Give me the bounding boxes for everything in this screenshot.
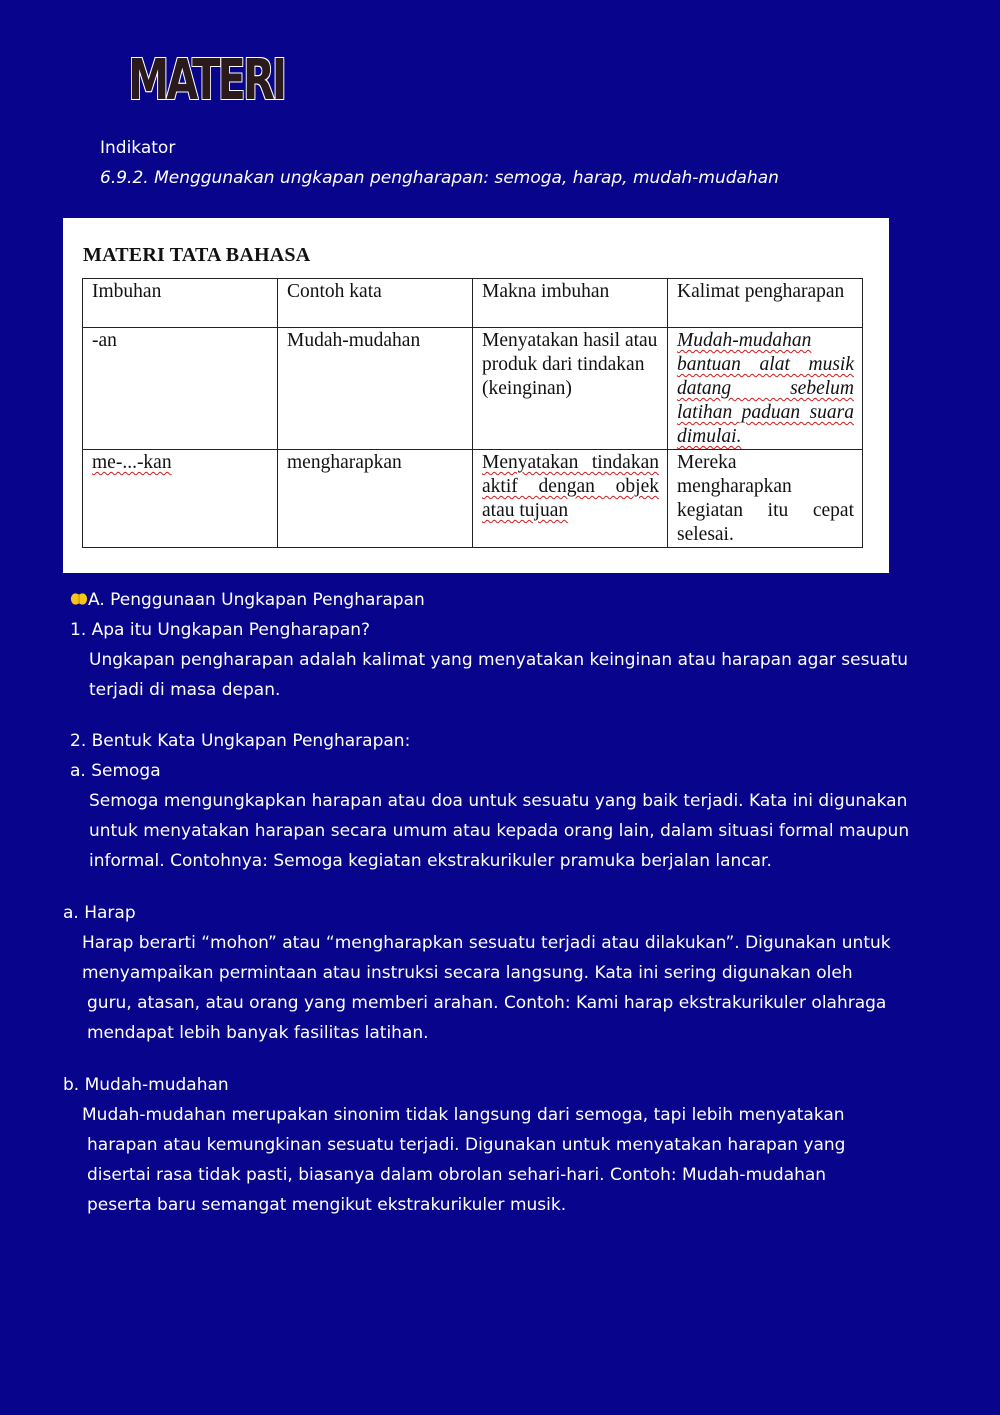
table-cell-imbuhan: -an <box>83 328 278 450</box>
paragraph-line: Semoga mengungkapkan harapan atau doa untuk sesuatu yang baik terjadi. Kata ini digunakan <box>89 791 908 811</box>
table-header-cell: Makna imbuhan <box>473 279 668 328</box>
table-cell-makna <box>473 450 668 548</box>
table-row <box>83 328 863 450</box>
table-header-row <box>83 279 863 328</box>
semoga-title: a. Semoga <box>70 761 161 781</box>
paragraph-line: menyampaikan permintaan atau instruksi secara langsung. Kata ini sering digunakan oleh <box>82 963 853 983</box>
section-heading <box>70 585 425 615</box>
paragraph-line: disertai rasa tidak pasti, biasanya dalam obrolan sehari-hari. Contoh: Mudah-mudahan <box>87 1165 827 1185</box>
table-cell-imbuhan <box>83 450 278 548</box>
page-title: MATERI <box>128 48 285 113</box>
folded-hands-icon <box>70 592 88 606</box>
table-cell-contoh: Mudah-mudahan <box>278 328 473 450</box>
paragraph-line: untuk menyatakan harapan secara umum atau kepada orang lain, dalam situasi formal maupun <box>89 821 910 841</box>
table-header-cell: Kalimat pengharapan <box>668 279 863 328</box>
harap-title: a. Harap <box>63 903 136 923</box>
kalimat-text: Mudah-mudahan bantuan alat musik datang sebelum latihan paduan suara dimulai. <box>677 330 854 447</box>
table-cell-kalimat <box>668 328 863 450</box>
paragraph-line: mendapat lebih banyak fasilitas latihan. <box>87 1023 429 1043</box>
paragraph-line: terjadi di masa depan. <box>89 680 281 700</box>
paragraph-line: harapan atau kemungkinan sesuatu terjadi. Digunakan untuk menyatakan harapan yang <box>87 1135 846 1155</box>
q2-title: 2. Bentuk Kata Ungkapan Pengharapan: <box>70 731 411 751</box>
table-cell-contoh: mengharapkan <box>278 450 473 548</box>
table-row <box>83 450 863 548</box>
grammar-panel-title: MATERI TATA BAHASA <box>83 244 311 266</box>
paragraph-line: Harap berarti “mohon” atau “mengharapkan sesuatu terjadi atau dilakukan”. Digunakan untuk <box>82 933 891 953</box>
grammar-table <box>82 278 863 548</box>
table-header-cell: Contoh kata <box>278 279 473 328</box>
paragraph-line: guru, atasan, atau orang yang memberi arahan. Contoh: Kami harap ekstrakurikuler olahraga <box>87 993 887 1013</box>
paragraph-line: peserta baru semangat mengikut ekstrakurikuler musik. <box>87 1195 567 1215</box>
grammar-panel <box>63 218 889 573</box>
table-cell-kalimat: Mereka mengharapkan kegiatan itu cepat selesai. <box>668 450 863 548</box>
section-heading-text: A. Penggunaan Ungkapan Pengharapan <box>88 590 425 610</box>
indicator-label: Indikator <box>100 138 176 158</box>
paragraph-line: Mudah-mudahan merupakan sinonim tidak langsung dari semoga, tapi lebih menyatakan <box>82 1105 845 1125</box>
indicator-text: 6.9.2. Menggunakan ungkapan pengharapan: semoga, harap, mudah-mudahan <box>100 168 779 188</box>
imbuhan-text: me-...-kan <box>92 452 172 473</box>
paragraph-line: Ungkapan pengharapan adalah kalimat yang menyatakan keinginan atau harapan agar sesuatu <box>89 650 909 670</box>
paragraph-line: informal. Contohnya: Semoga kegiatan ekstrakurikuler pramuka berjalan lancar. <box>89 851 772 871</box>
mudah-title: b. Mudah-mudahan <box>63 1075 229 1095</box>
q1-title: 1. Apa itu Ungkapan Pengharapan? <box>70 620 371 640</box>
table-header-cell: Imbuhan <box>83 279 278 328</box>
table-cell-makna: Menyatakan hasil atau produk dari tindakan (keinginan) <box>473 328 668 450</box>
makna-text: Menyatakan tindakan aktif dengan objek atau tujuan <box>482 452 659 521</box>
